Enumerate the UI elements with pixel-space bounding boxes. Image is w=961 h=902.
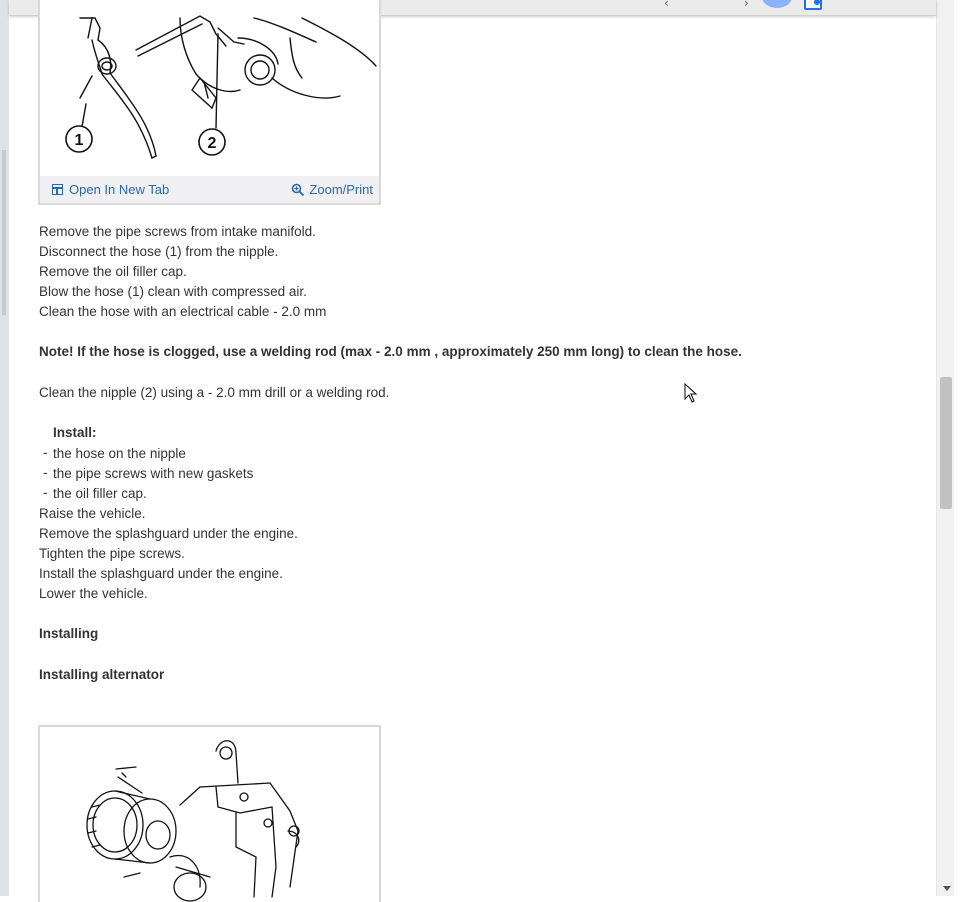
- step-text: Remove the splashguard under the engine.: [39, 526, 298, 541]
- subsection-heading: Installing alternator: [39, 667, 165, 682]
- step-text: Lower the vehicle.: [39, 586, 148, 601]
- note-text: Note! If the hose is clogged, use a welding rod (max - 2.0 mm , approximately 250 mm long) to clean the hose.: [39, 344, 742, 359]
- callout-2: [199, 129, 225, 155]
- figure-hose-illustration: [38, 0, 381, 205]
- left-edge-handle: [2, 150, 6, 315]
- open-in-new-tab-link[interactable]: [52, 182, 169, 197]
- list-dash: -: [43, 445, 48, 460]
- list-dash: -: [43, 485, 48, 500]
- scroll-down-arrow-icon[interactable]: [943, 886, 951, 891]
- step-text: Remove the pipe screws from intake manifold.: [39, 224, 316, 239]
- svg-text:2: 2: [207, 135, 217, 152]
- back-chevron-icon[interactable]: ‹: [664, 0, 669, 10]
- hose-diagram-illustration: [40, 0, 379, 178]
- mouse-cursor-icon: [684, 383, 698, 403]
- window-left-edge: [0, 0, 9, 896]
- figure-footer: [40, 176, 379, 203]
- step-text: Remove the oil filler cap.: [39, 264, 187, 279]
- step-text: Clean the hose with an electrical cable - 2.0 mm: [39, 304, 327, 319]
- open-in-new-tab-label: Open In New Tab: [69, 182, 170, 197]
- magnifier-zoom-icon: [291, 183, 305, 197]
- list-dash: -: [43, 465, 48, 480]
- add-page-icon[interactable]: [804, 0, 822, 10]
- callout-1: [66, 126, 92, 152]
- section-heading: Installing: [39, 626, 99, 641]
- step-text: Disconnect the hose (1) from the nipple.: [39, 244, 279, 259]
- step-text: Blow the hose (1) clean with compressed air.: [39, 284, 307, 299]
- install-list-item: the pipe screws with new gaskets: [53, 466, 254, 481]
- install-list-item: the hose on the nipple: [53, 446, 186, 461]
- profile-avatar-icon[interactable]: [762, 0, 792, 8]
- step-text: Tighten the pipe screws.: [39, 546, 185, 561]
- install-list-item: the oil filler cap.: [53, 486, 147, 501]
- step-text: Install the splashguard under the engine.: [39, 566, 283, 581]
- install-heading: Install:: [53, 425, 97, 440]
- figure-alternator-illustration: [38, 725, 381, 902]
- zoom-print-label: Zoom/Print: [309, 182, 373, 197]
- zoom-print-link[interactable]: [291, 182, 373, 197]
- scrollbar-thumb[interactable]: [940, 377, 952, 509]
- new-tab-icon: [52, 184, 63, 195]
- step-text: Raise the vehicle.: [39, 506, 146, 521]
- clean-nipple-text: Clean the nipple (2) using a - 2.0 mm drill or a welding rod.: [39, 385, 390, 400]
- svg-text:1: 1: [74, 132, 84, 149]
- alternator-diagram-illustration: [40, 727, 379, 902]
- forward-chevron-icon[interactable]: ›: [744, 0, 749, 10]
